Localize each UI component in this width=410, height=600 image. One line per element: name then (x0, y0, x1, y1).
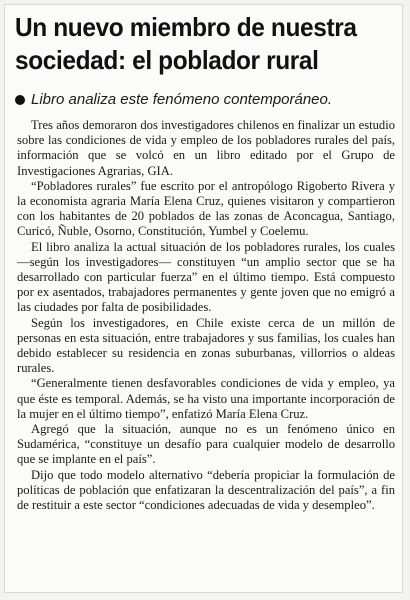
article-headline: Un nuevo miembro de nuestra sociedad: el poblador rural (15, 12, 357, 75)
article-paragraph: “Generalmente tienen desfavorables condiciones de vida y empleo, ya que éste es temporal. Además, se ha visto una importante incorporación de la mujer en el último tiempo”, enfatizó María Elena Cruz. (17, 376, 395, 421)
article-subheadline (15, 91, 397, 109)
article-paragraph: Dijo que todo modelo alternativo “debería propiciar la formulación de políticas de población que enfatizaran la descentralización del país”, a fin de restituir a este sector “condiciones adecuadas de vida y desempleo”. (17, 467, 395, 513)
article-paragraph: El libro analiza la actual situación de los pobladores rurales, los cuales —según los investigadores— constituyen “un amplio sector que se ha desarrollado con particular fuerza” en el último tiempo. Está compuesto por ex asentados, trabajadores permanentes y gente joven que no emigró a las ciudades por falta de posibilidades. (17, 239, 395, 315)
article-body (17, 118, 395, 513)
article-paragraph: “Pobladores rurales” fue escrito por el antropólogo Rigoberto Rivera y la economista agraria María Elena Cruz, quienes visitaron y compartieron con los habitantes de 20 poblados de las zonas de Aconcagua, Santiago, Curicó, Ñuble, Osorno, Constitución, Yumbel y Coelemu. (17, 178, 395, 239)
bullet-icon (15, 95, 25, 105)
article-paragraph: Tres años demoraron dos investigadores chilenos en finalizar un estudio sobre las condiciones de vida y empleo de los pobladores rurales del país, información que se volcó en un libro editado por el Grupo de Investigaciones Agrarias, GIA. (17, 118, 395, 178)
article-paragraph: Agregó que la situación, aunque no es un fenómeno único en Sudamérica, “constituye un desafío para cualquier modelo de desarrollo que se implante en el país”. (17, 422, 395, 467)
newspaper-clipping (4, 4, 403, 593)
article-paragraph: Según los investigadores, en Chile existe cerca de un millón de personas en esta situación, entre trabajadores y sus familias, los cuales han debido establecer su residencia en zonas suburbanas, villorrios o aldeas rurales. (17, 315, 395, 376)
subheadline-text: Libro analiza este fenómeno contemporáneo. (31, 91, 333, 108)
